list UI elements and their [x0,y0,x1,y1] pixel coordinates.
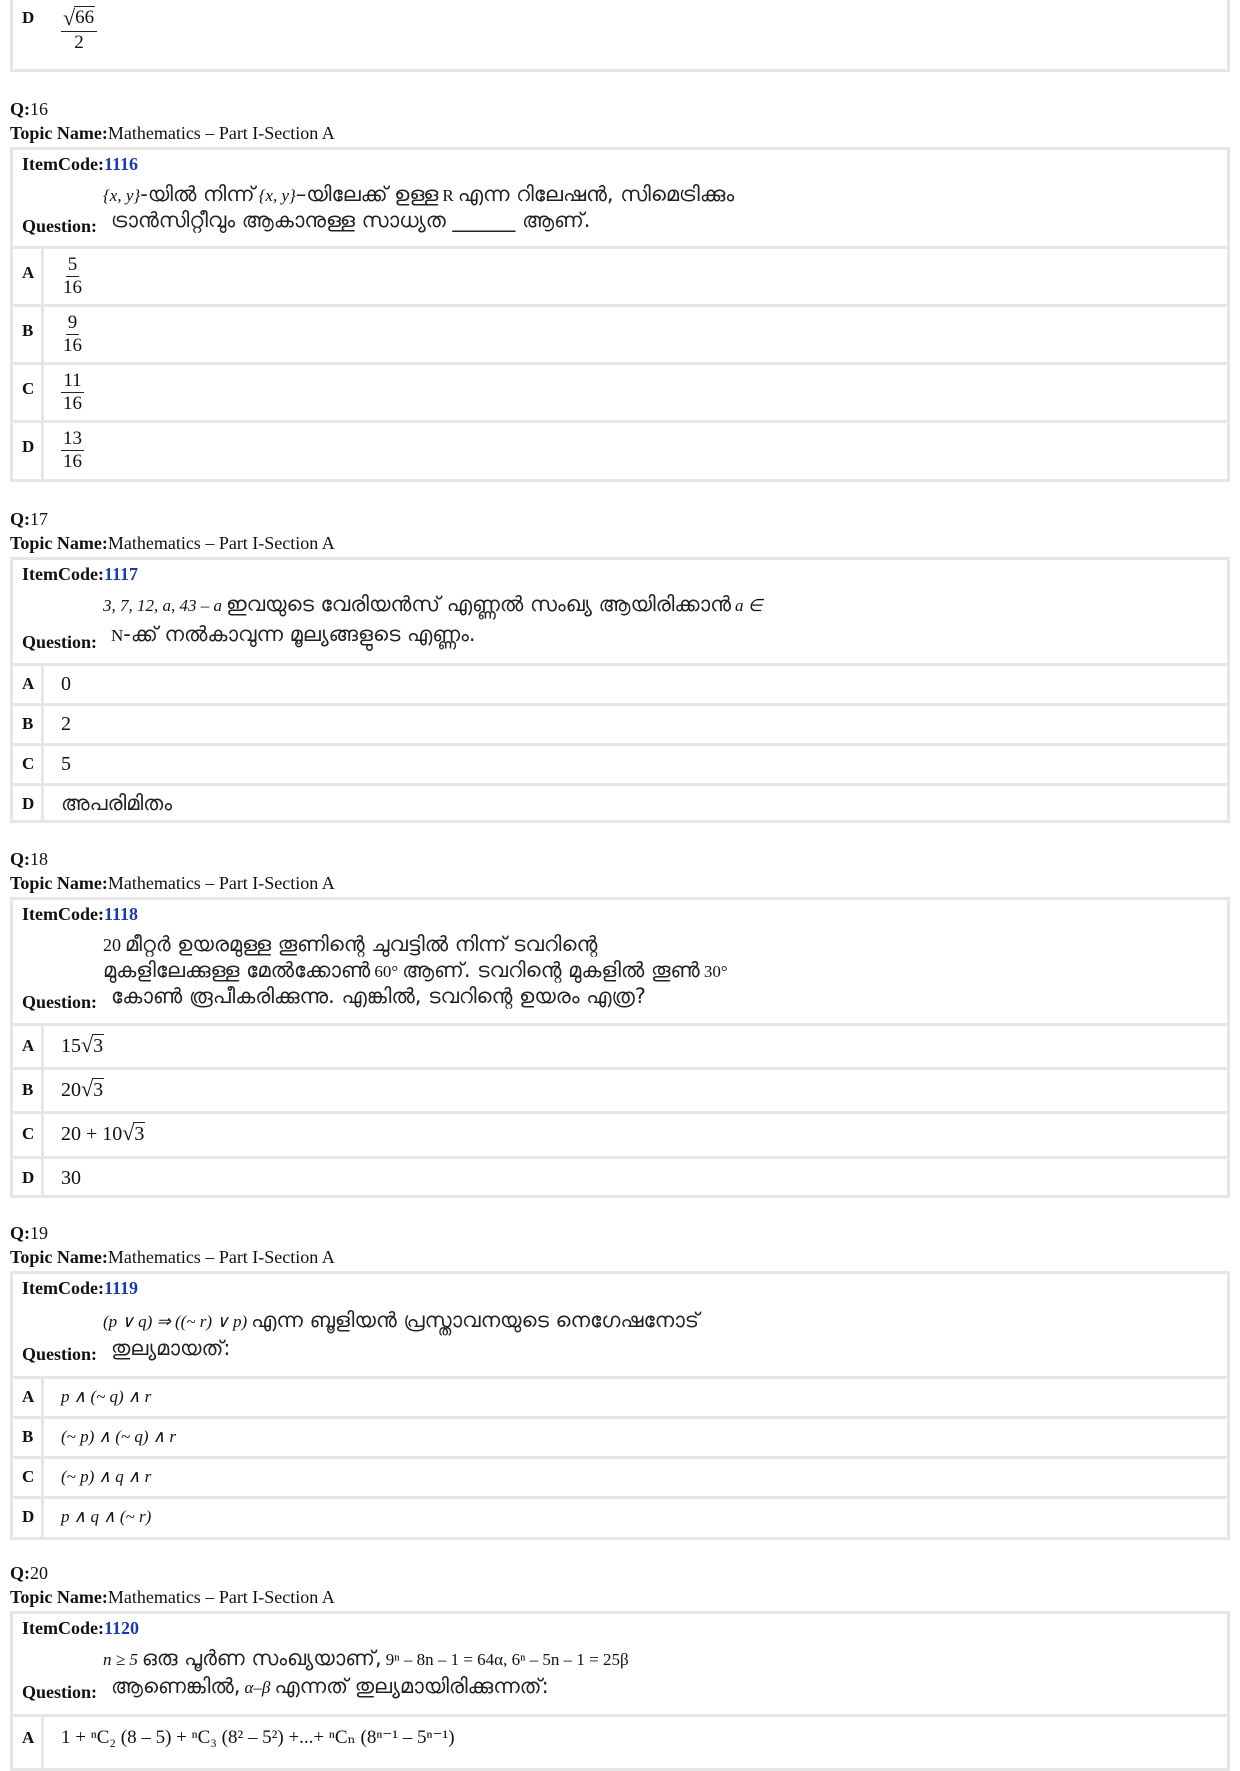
item-code: ItemCode:1119 [22,1278,138,1298]
option-row-c[interactable]: C $\frac{11}{16}$ [13,362,1227,420]
option-value-fraction: $\frac{9}{16}$ [63,312,82,356]
option-row-d[interactable] [13,0,1227,69]
option-row-d[interactable]: D p ∧ q ∧ (~ r) [13,1496,1227,1537]
question-row [13,150,1227,246]
question-number: Q:17 [10,509,48,529]
question-text-line-1: n ≥ 5 ഒരു പൂർണ സംഖ്യയാണ്, 9ⁿ – 8n – 1 = 64α, 6ⁿ – 5n – 1 = 25β [103,1646,629,1670]
question-box-q17 [10,557,1230,823]
question-label: Question: [22,1344,98,1364]
question-row [13,1274,1227,1376]
question-label: Question: [22,632,98,652]
denominator: 2 [74,32,84,53]
option-value-fraction: $\frac{11}{16}$ [63,370,82,414]
option-row-c[interactable]: C (~ p) ∧ q ∧ r [13,1456,1227,1496]
option-row-b[interactable]: B 20 √ 3 [13,1067,1227,1111]
question-text-line-1: 20 മീറ്റർ ഉയരമുള്ള തൂണിന്റെ ചുവട്ടിൽ നിന്ന് ടവറിന്റെ [103,932,598,956]
question-text-line-1: {x, y}-യിൽ നിന്ന് {x, y}–യിലേക്ക് ഉള്ള R എന്ന റിലേഷൻ, സിമെട്രിക്കും [103,182,735,206]
item-code: ItemCode:1117 [22,564,138,584]
option-row-b[interactable]: B (~ p) ∧ (~ q) ∧ r [13,1416,1227,1456]
option-label: D [22,8,35,27]
option-value-fraction: √ 66 2 [61,6,97,54]
topic-name: Topic Name:Mathematics – Part I-Section A [10,1587,335,1607]
option-row-d[interactable]: D 30 [13,1156,1227,1195]
question-box-q16 [10,147,1230,482]
topic-name: Topic Name:Mathematics – Part I-Section A [10,1247,335,1267]
question-number: Q:19 [10,1223,48,1243]
question-label: Question: [22,992,98,1012]
option-row-a[interactable]: A 0 [13,663,1227,703]
option-row-a[interactable]: A 1 + ⁿC₂ (8 – 5) + ⁿC₃ (8² – 5²) +...+ ⁿCₙ (8ⁿ⁻¹ – 5ⁿ⁻¹) [13,1714,1227,1758]
question-box-q18 [10,897,1230,1198]
question-text-line-2: N-ക്ക് നൽകാവുന്ന മൂല്യങ്ങളുടെ എണ്ണം. [111,622,476,646]
question-number: Q:20 [10,1563,48,1583]
prev-question-options-box [10,0,1230,72]
option-row-c[interactable]: C 5 [13,743,1227,783]
question-text-line-1: (p ∨ q) ⇒ ((~ r) ∨ p) എന്ന ബൂളിയൻ പ്രസ്താവനയുടെ നെഗേഷനോട് [103,1308,700,1332]
item-code: ItemCode:1116 [22,154,138,174]
option-value-fraction: $\frac{13}{16}$ [63,428,82,472]
option-row-d[interactable]: D അപരിമിതം [13,783,1227,820]
option-row-c[interactable]: C 20 + 10 √ 3 [13,1111,1227,1156]
item-code: ItemCode:1120 [22,1618,139,1638]
option-value-fraction: $\frac{5}{16}$ [63,254,82,298]
topic-name: Topic Name:Mathematics – Part I-Section A [10,123,335,143]
topic-name: Topic Name:Mathematics – Part I-Section A [10,533,335,553]
question-label: Question: [22,1682,98,1702]
option-row-b[interactable]: B 2 [13,703,1227,743]
radicand: 66 [75,7,95,28]
question-text-line-2: ആണെങ്കിൽ, α–β എന്നത് തുല്യമായിരിക്കുന്നത്: [111,1674,549,1698]
question-row [13,560,1227,663]
topic-name: Topic Name:Mathematics – Part I-Section A [10,873,335,893]
question-label: Question: [22,216,98,236]
option-row-a[interactable]: A 15 √ 3 [13,1023,1227,1067]
option-row-a[interactable]: A $\frac{5}{16}$ [13,246,1227,304]
question-text-line-1: 3, 7, 12, a, 43 – a ഇവയുടെ വേരിയൻസ് എണ്ണൽ സംഖ്യ ആയിരിക്കാൻ a ∈ [103,592,763,616]
option-row-a[interactable]: A p ∧ (~ q) ∧ r [13,1376,1227,1416]
option-row-d[interactable]: D $\frac{13}{16}$ [13,420,1227,479]
question-box-q20 [10,1611,1230,1771]
question-row [13,900,1227,1023]
question-number: Q:18 [10,849,48,869]
question-row [13,1614,1227,1714]
option-row-b[interactable]: B $\frac{9}{16}$ [13,304,1227,362]
question-text-line-2: ട്രാൻസിറ്റീവും ആകാനുള്ള സാധ്യത ______ ആണ്. [111,208,591,232]
question-text-line-2: തുല്യമായത്: [111,1336,231,1360]
question-box-q19 [10,1271,1230,1540]
question-text-line-2: മുകളിലേക്കുള്ള മേൽക്കോൺ 60° ആണ്. ടവറിന്റെ മുകളിൽ തൂൺ 30° [103,958,728,982]
item-code: ItemCode:1118 [22,904,138,924]
question-number: Q:16 [10,99,48,119]
question-text-line-3: കോൺ രൂപീകരിക്കുന്നു. എങ്കിൽ, ടവറിന്റെ ഉയരം എത്ര? [111,984,646,1008]
